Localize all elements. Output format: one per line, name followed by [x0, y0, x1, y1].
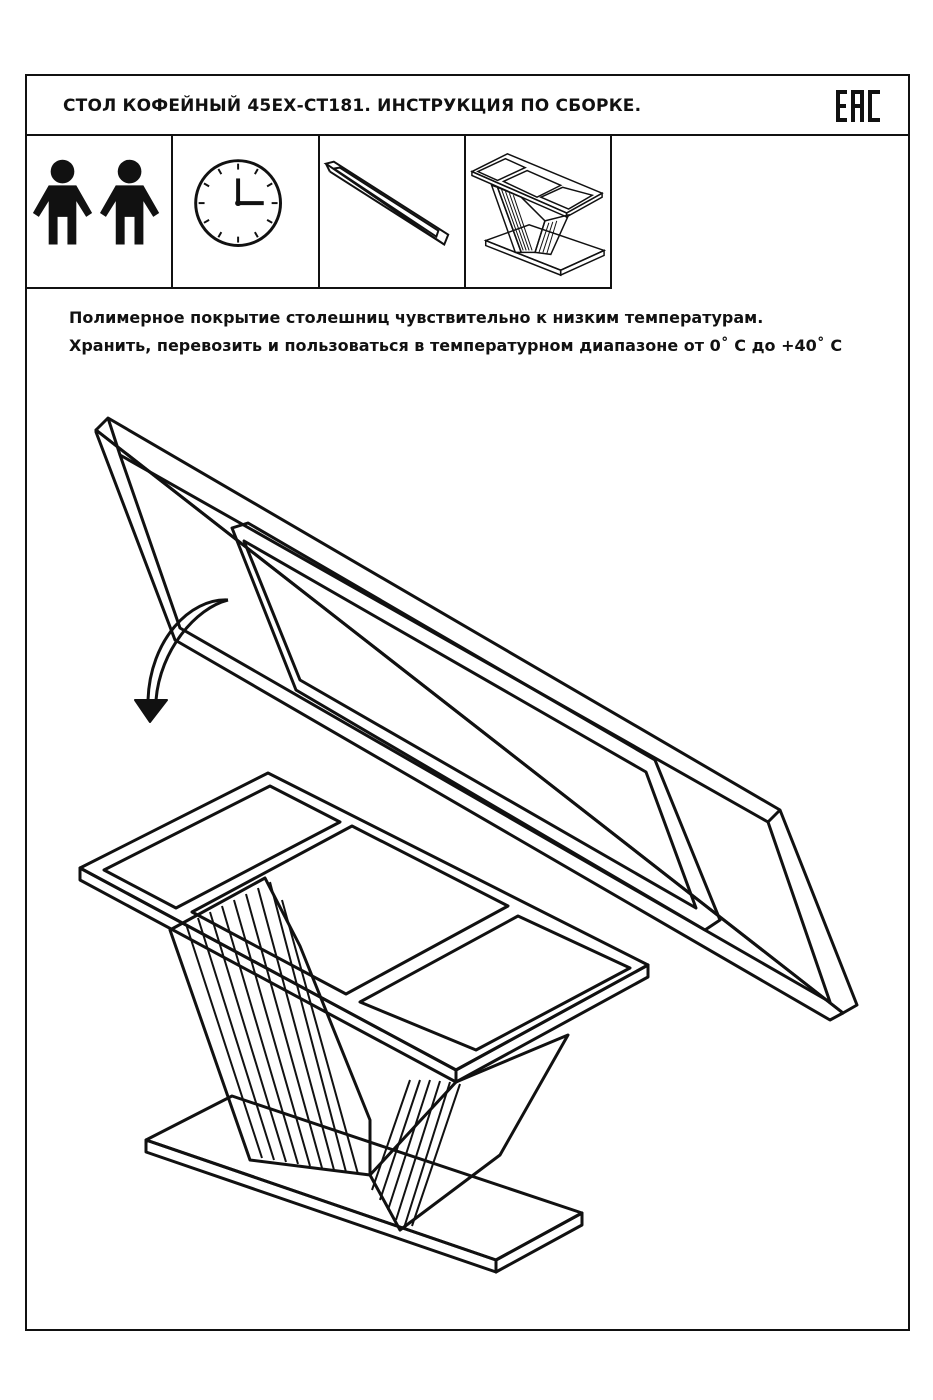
table-base-drawing — [146, 1096, 582, 1272]
page-title: СТОЛ КОФЕЙНЫЙ 45ЕХ-СТ181. ИНСТРУКЦИЯ ПО СБОРКЕ. — [63, 96, 642, 116]
note-line-1: Полимерное покрытие столешниц чувствительно к низким температурам. — [69, 308, 764, 327]
tabletop-drawing — [96, 418, 857, 1020]
note-line-2: Хранить, перевозить и пользоваться в температурном диапазоне от 0˚ С до +40˚ С — [69, 336, 843, 355]
